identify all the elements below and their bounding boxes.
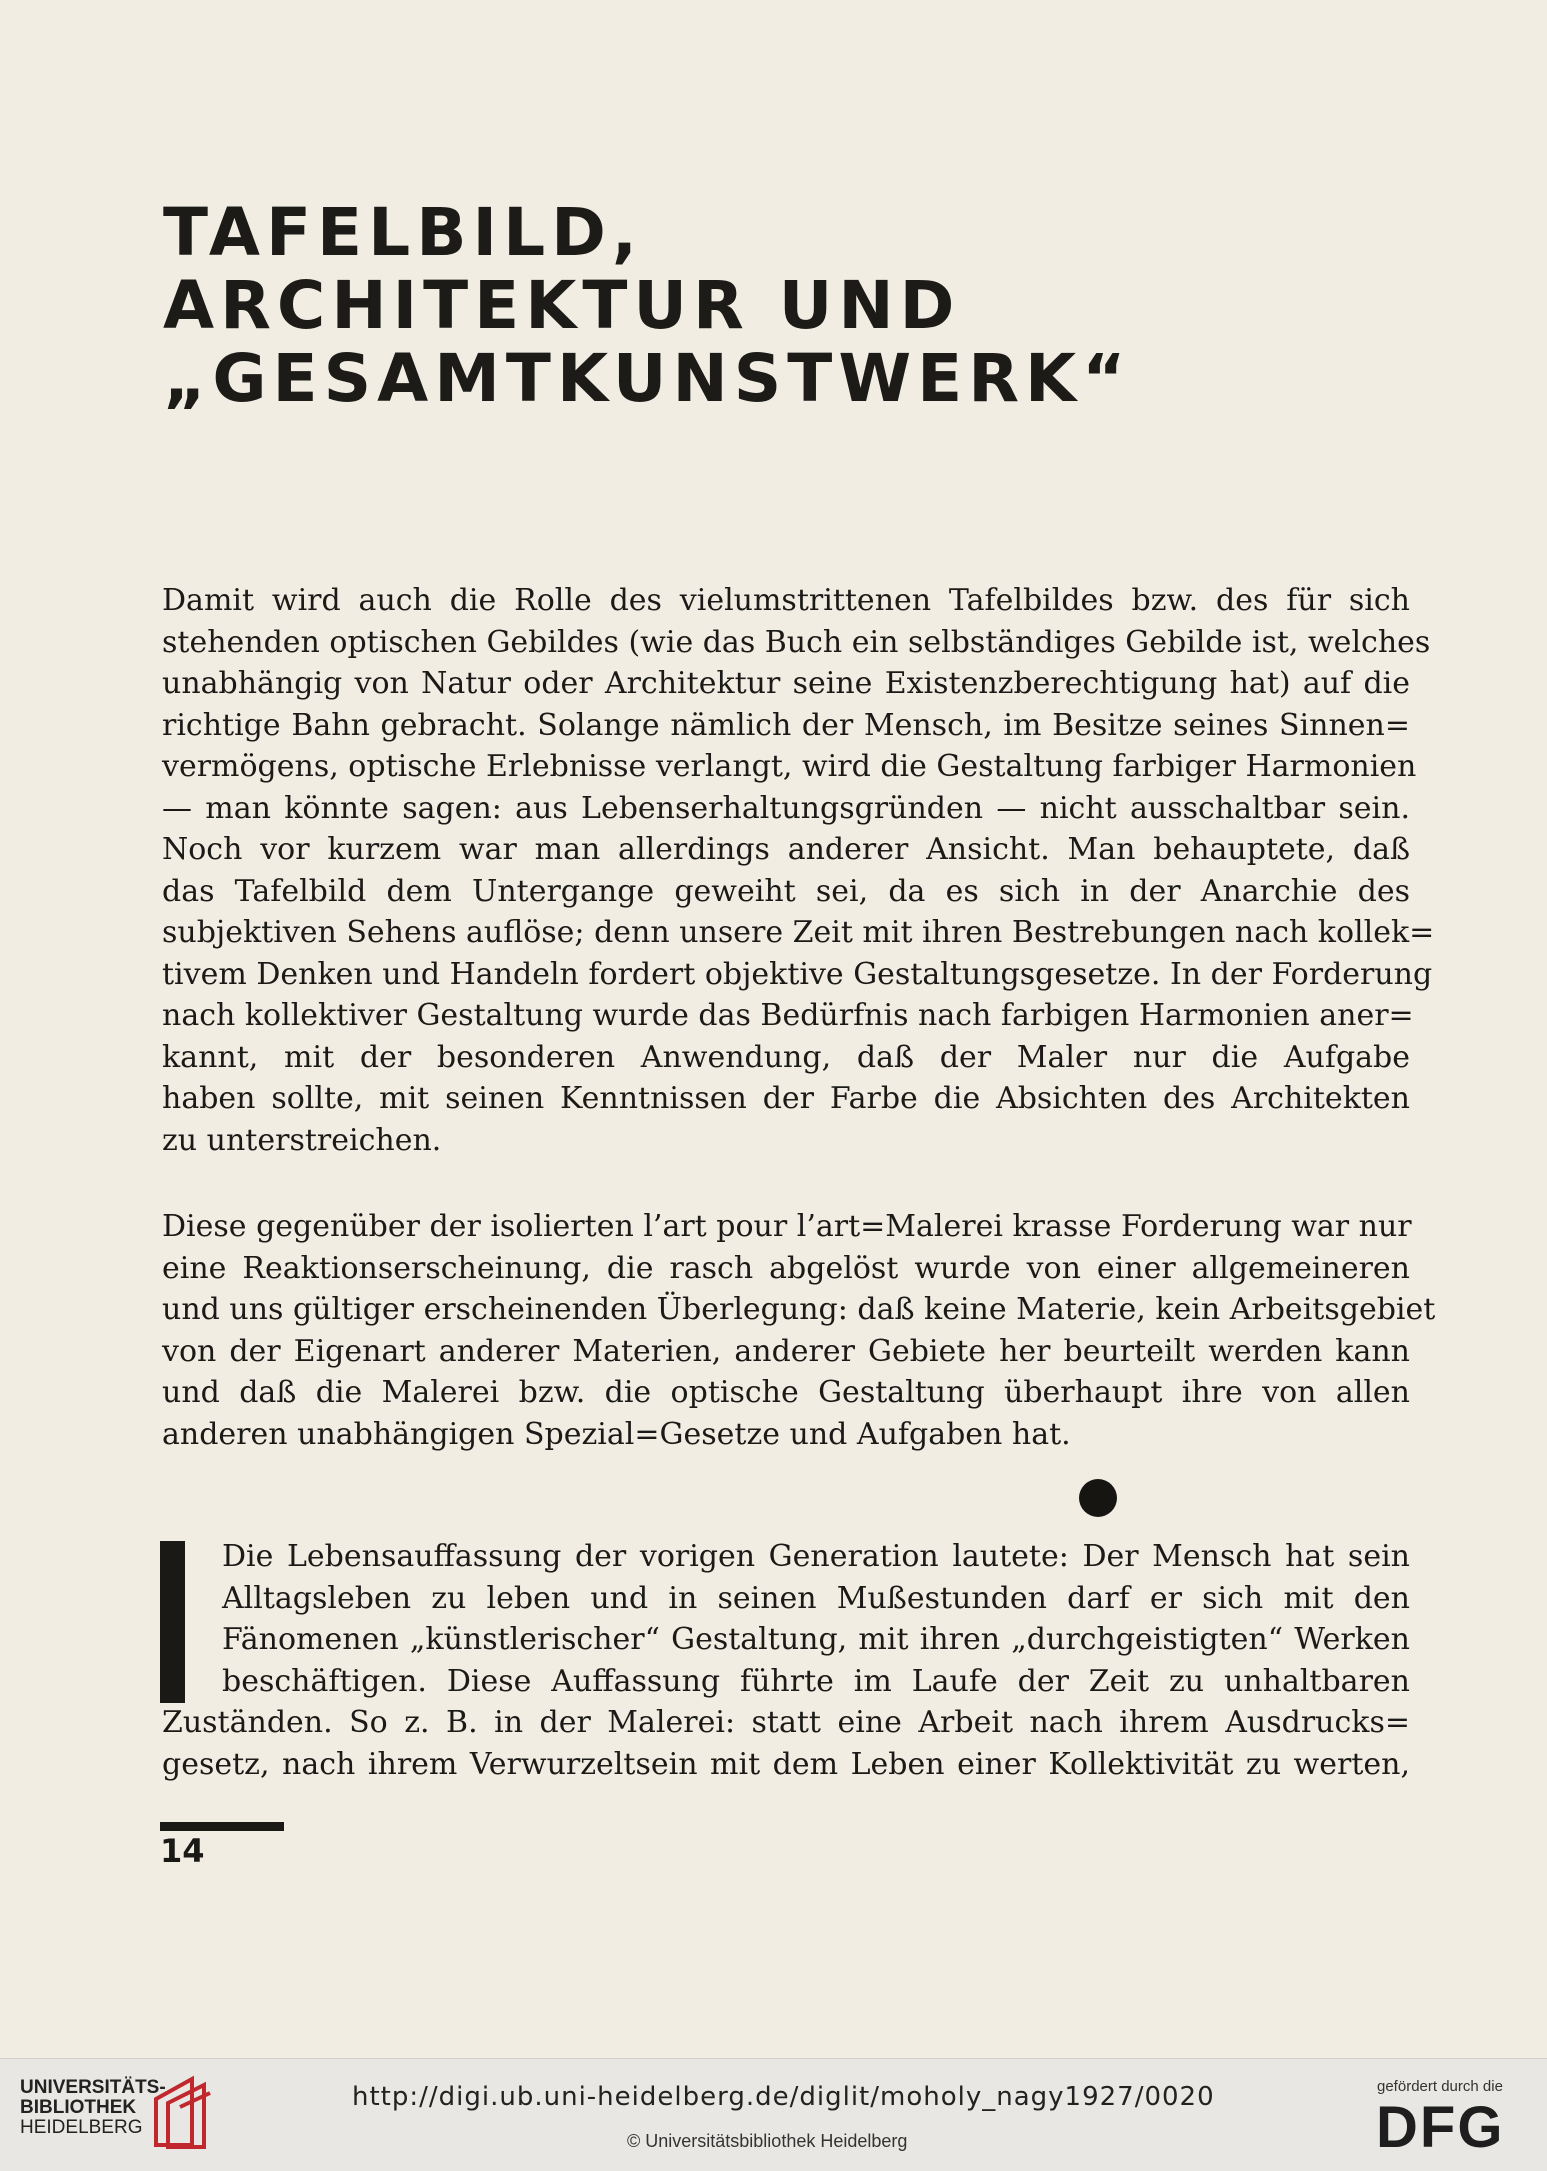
text-line: das Tafelbild dem Untergange geweiht sei, da es sich in der Anarchie des xyxy=(162,873,1410,909)
text-line: Fänomenen „künstlerischer“ Gestaltung, mit ihren „durchgeistigten“ Werken xyxy=(222,1622,1410,1657)
library-logo-text[interactable] xyxy=(20,2078,166,2138)
text-line: — man könnte sagen: aus Lebenserhaltungsgründen — nicht ausschaltbar sein. xyxy=(162,790,1410,826)
text-line: Damit wird auch die Rolle des vielumstrittenen Tafelbildes bzw. des für sich xyxy=(162,583,1410,618)
paragraph-2 xyxy=(162,1206,1436,1455)
text-line: unabhängig von Natur oder Architektur seine Existenzberechtigung hat) auf die xyxy=(162,666,1410,701)
dfg-logo[interactable]: DFG xyxy=(1376,2095,1505,2160)
viewer-footer xyxy=(0,2058,1547,2171)
title-line-3: „GESAMTKUNSTWERK“ xyxy=(163,340,1132,417)
text-line: Alltagsleben zu leben und in seinen Mußestunden darf er sich mit den xyxy=(222,1580,1410,1616)
text-line: zu unterstreichen. xyxy=(162,1122,442,1158)
copyright-notice: © Universitätsbibliothek Heidelberg xyxy=(627,2131,908,2151)
library-name-line-3: HEIDELBERG xyxy=(20,2117,143,2138)
title-line-2: ARCHITEKTUR UND xyxy=(163,267,961,344)
text-line: stehenden optischen Gebildes (wie das Buch ein selbständiges Gebilde ist, welches xyxy=(162,624,1431,660)
text-line: beschäftigen. Diese Auffassung führte im Laufe der Zeit zu unhaltbaren xyxy=(222,1663,1410,1699)
title-line-1: TAFELBILD, xyxy=(163,194,643,271)
text-line: eine Reaktionserscheinung, die rasch abgelöst wurde von einer allgemeineren xyxy=(162,1250,1410,1286)
section-divider-dot xyxy=(1079,1479,1117,1517)
text-line: vermögens, optische Erlebnisse verlangt, wird die Gestaltung farbiger Harmonien xyxy=(162,749,1417,784)
text-line: richtige Bahn gebracht. Solange nämlich der Mensch, im Besitze seines Sinnen= xyxy=(162,707,1410,743)
paragraph-1 xyxy=(162,580,1435,1161)
library-name-line-1: UNIVERSITÄTS- xyxy=(20,2077,166,2098)
text-line: gesetz, nach ihrem Verwurzeltsein mit dem Leben einer Kollektivität zu werten, xyxy=(162,1746,1410,1782)
library-logo-icon xyxy=(152,2075,212,2151)
text-line: von der Eigenart anderer Materien, anderer Gebiete her beurteilt werden kann xyxy=(162,1333,1410,1369)
page-title xyxy=(163,196,1132,415)
text-line: Diese gegenüber der isolierten l’art pour l’art=Malerei krasse Forderung war nur xyxy=(162,1209,1412,1244)
funding-label: gefördert durch die xyxy=(1377,2078,1503,2095)
text-line: subjektiven Sehens auflöse; denn unsere Zeit mit ihren Bestrebungen nach kollek= xyxy=(162,915,1435,950)
text-line: Noch vor kurzem war man allerdings anderer Ansicht. Man behauptete, daß xyxy=(162,832,1410,867)
text-line: und uns gültiger erscheinenden Überlegung: daß keine Materie, kein Arbeitsgebiet xyxy=(162,1292,1436,1327)
text-line: kannt, mit der besonderen Anwendung, daß der Maler nur die Aufgabe xyxy=(162,1039,1410,1075)
text-line: haben sollte, mit seinen Kenntnissen der Farbe die Absichten des Architekten xyxy=(162,1081,1410,1116)
text-line: Zuständen. So z. B. in der Malerei: statt eine Arbeit nach ihrem Ausdrucks= xyxy=(162,1705,1410,1740)
text-line: Die Lebensauffassung der vorigen Generation lautete: Der Mensch hat sein xyxy=(222,1539,1410,1574)
library-name-line-2: BIBLIOTHEK xyxy=(20,2097,137,2118)
permalink-url[interactable]: http://digi.ub.uni-heidelberg.de/diglit/moholy_nagy1927/0020 xyxy=(352,2082,1215,2112)
paragraph-3 xyxy=(162,1536,1410,1785)
page-number: 14 xyxy=(160,1832,205,1870)
page-number-rule xyxy=(160,1822,284,1831)
text-line: und daß die Malerei bzw. die optische Gestaltung überhaupt ihre von allen xyxy=(162,1375,1410,1410)
text-line: tivem Denken und Handeln fordert objektive Gestaltungsgesetze. In der Forderung xyxy=(162,956,1433,992)
text-line: anderen unabhängigen Spezial=Gesetze und Aufgaben hat. xyxy=(162,1416,1071,1452)
text-line: nach kollektiver Gestaltung wurde das Bedürfnis nach farbigen Harmonien aner= xyxy=(162,998,1414,1033)
